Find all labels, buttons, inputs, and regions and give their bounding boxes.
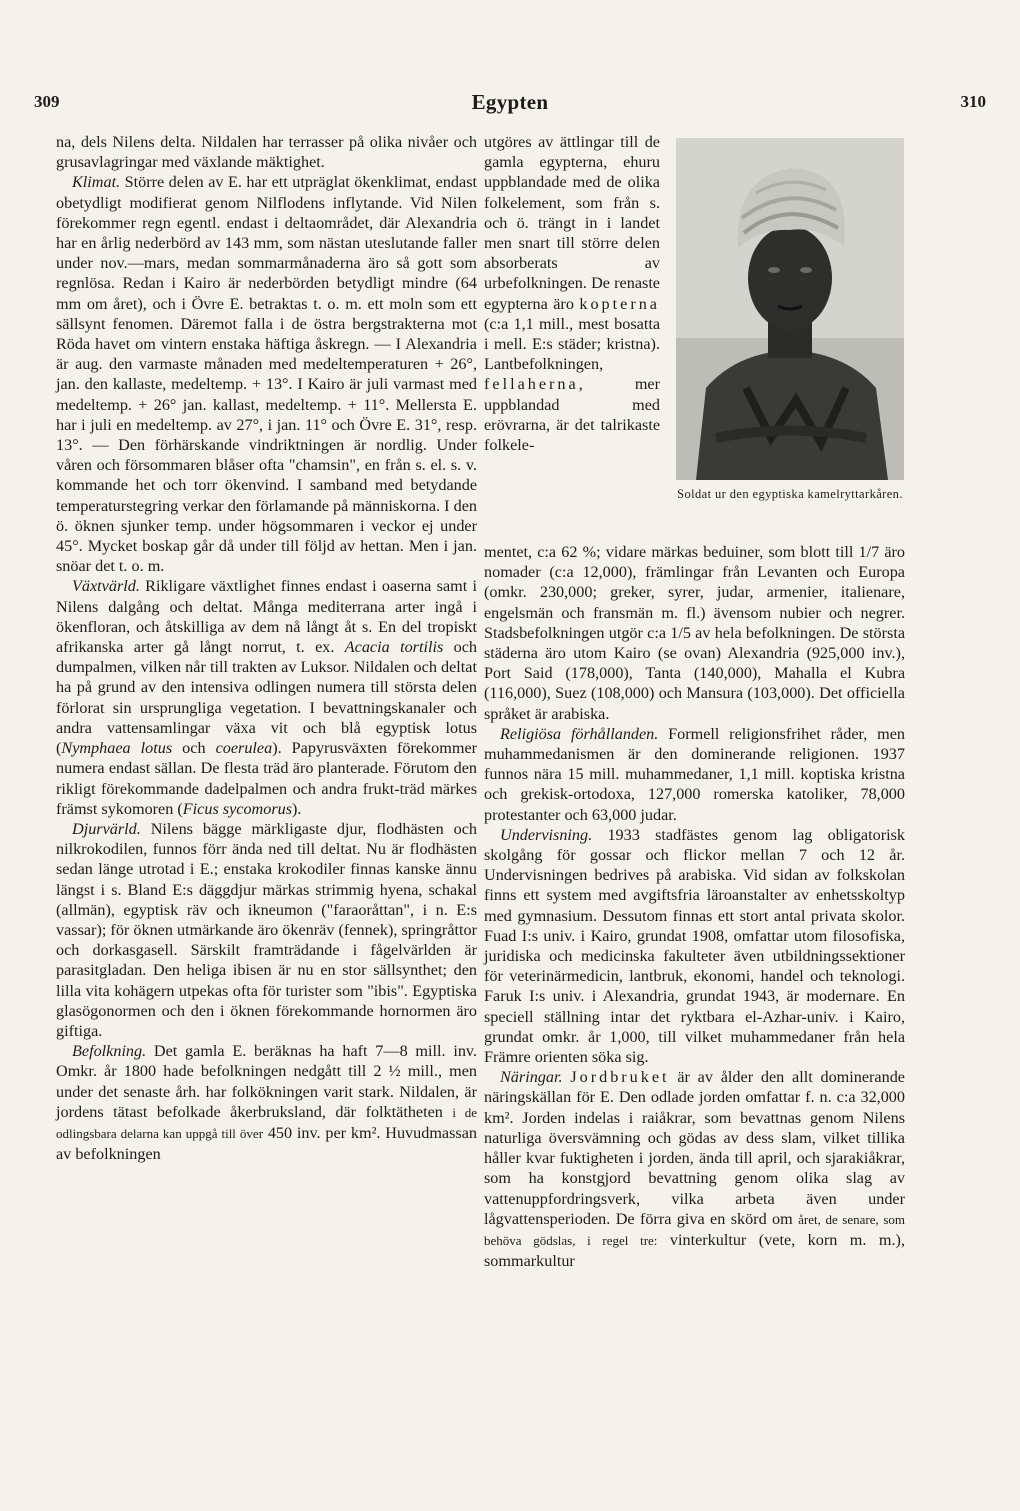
page-header (34, 92, 986, 122)
photo-caption: Soldat ur den egyptiska kamelryttarkåren. (677, 487, 903, 501)
section-heading: Undervisning. (500, 825, 593, 844)
section-heading: Djurvärld. (72, 819, 141, 838)
paragraph-undervisning: Undervisning. 1933 stadfästes genom lag obligatorisk skolgång för gossar och flickor mellan 7 och 12 år. Undervisningen bedrives på arabiska. Vid sidan av folkskolan finns ett system med avgiftsfria läroanstalter av enhetsskoltyp med gymnasium. Dessutom finnas ett stort antal privata skolor. Fuad I:s univ. i Kairo, grundat 1908, omfattar utom filosofiska, juridiska och medicinska fakulteter även utbildningssektioner för veterinärmedicin, lantbruk, ekonomi, handel och teknologi. Faruk I:s univ. i Alexandria, grundat 1943, är modernare. En speciell ställning intar det ryktbara el-Azhar-univ. i Kairo, grundat omkr. år 1,000, till vilket muhammedaner från hela Främre orienten söka sig. (484, 825, 905, 1067)
paragraph-naringar: Näringar. Jordbruket är av ålder den allt dominerande näringskällan för E. Den odlade jorden omfattar f. n. c:a 32,000 km². Jorden indelas i raiåkrar, som bevattnas genom Nilens naturliga översvämning och gödas av dess slam, vilket tillika håller kvar fuktigheten i jorden, ända till april, och sjarakiåkrar, som ha konstgjord bevattning genom olika slag av vattenuppfordringsverk, vilka arbeta även under lågvattensperioden. De förra giva en skörd om året, de senare, som behöva gödslas, i regel tre: vinterkultur (vete, korn m. m.), sommarkultur (484, 1068, 906, 1271)
section-heading: Växtvärld. (72, 577, 140, 596)
page-title: Egypten (471, 90, 549, 114)
page-number-left: 309 (34, 92, 60, 111)
paragraph-befolkning-cont: utgöres av ättlingar till de gamla egypterna, ehuru uppblandade med de olika folkelement, som från s. och ö. trängt in i landet men snart till större delen absorberats av urbefolkningen. De renaste egypterna äro kopterna (c:a 1,1 mill., mest bosatta i mell. E:s städer; kristna). Lantbefolkningen, fellaherna, mer uppblandad med erövrarna, är det talrikaste folkele- (484, 133, 660, 455)
paragraph-befolkning: Befolkning. Det gamla E. beräknas ha haft 7—8 mill. inv. Omkr. år 1800 hade befolkningen nedgått till 2 ½ mill., men under det senaste årh. har folkökningen varit stark. Nildalen, är jordens tätast befolkade åkerbruksland, där folktätheten i de odlingsbara delarna kan uppgå till över 450 inv. per km². Huvudmassan av befolkningen (56, 1042, 477, 1164)
paragraph-befolkning-end: mentet, c:a 62 %; vidare märkas beduiner, som blott till 1/7 äro nomader (c:a 12,000), främlingar från Levanten och Europa (omkr. 230,000; greker, syrer, judar, armenier, italienare, engelsmän och fransmän m. fl.) ävensom nubier och negrer. Stadsbefolkningen utgör c:a 1/5 av hela befolkningen. De största städerna äro utom Kairo (se ovan) Alexandria (925,000 inv.), Port Said (178,000), Tanta (140,000), Mahalla el Kubra (116,000), Suez (108,000) och Mansura (103,000). Det officiella språket är arabiska. (484, 543, 905, 723)
left-column (56, 132, 477, 1164)
soldier-photo (676, 138, 904, 480)
section-heading: Näringar. (500, 1068, 563, 1087)
paragraph-religion: Religiösa förhållanden. Formell religionsfrihet råder, men muhammedanismen är den dominerande religionen. 1937 funnos nära 15 mill. muhammedaner, 1,1 mill. koptiska kristna och grekisk-ortodoxa, 127,000 romerska katoliker, 78,000 protestanter och 63,000 judar. (484, 724, 905, 824)
paragraph-djurvarld: Djurvärld. Nilens bägge märkligaste djur, flodhästen och nilkrokodilen, funnos förr ända ned till deltat. Nu är flodhästen sedan länge utrotad i E.; enstaka krokodiler finnas kanske ännu längst i s. Bland E:s däggdjur märkas strimmig hyena, schakal (allmän), egyptisk räv och ikneumon ("faraoråttan", i n. E:s vassar); för öknen utmärkande äro ökenräv (fennek), springråttor och dorkasgasell. Särskilt framträdande i fågelvärlden är parasitgladan. Den heliga ibisen är nu en stor sällsynthet; den lilla vita kohägern utpekas ofta för turister som "ibis". Egyptiska glasögonormen och den i öknen förekommande hornormen äro giftiga. (56, 819, 477, 1040)
section-heading: Klimat. (72, 173, 121, 192)
soldier-portrait-image (676, 138, 904, 480)
paragraph-intro: na, dels Nilens delta. Nildalen har terrasser på olika nivåer och grusavlagringar med växlande mäktighet. (56, 133, 477, 172)
paragraph-klimat: Klimat. Större delen av E. har ett utpräglat ökenklimat, endast obetydligt modifierat genom Nilflodens inflytande. Vid Nilen förekommer regn egentl. endast i deltaområdet, där Alexandria har en årlig nederbörd av 143 mm, som nästan uteslutande faller under nov.—mars, medan sommarmånaderna äro så gott som regnlösa. Redan i Kairo är nederbörden betydligt mindre (64 mm om året), och i Övre E. betraktas t. o. m. ett moln som ett sällsynt fenomen. Däremot falla i de östra bergstrakterna mot Röda havet om vintern enstaka häftiga åskregn. — I Alexandria är aug. den varmaste månaden med medeltemperaturen + 26°, jan. den kallaste, medeltemp. + 13°. I Kairo är juli varmast med medeltemp. + 26° jan. kallast, medeltemp. + 11°. Mellersta E. har i juli en medeltemp. av 27°, i jan. 11° och Övre E. 31°, resp. 13°. — Den förhärskande vindriktningen är nordlig. Under våren och försommaren blåser ofta "chamsin", en från s. el. s. v. kommande het och torr ökenvind. I samband med betydande temperaturstegring verkar den förlamande på människorna. I den ö. öknen sjunker temp. under högsommaren i veckor ej under 45°. Mycket boskap går då under till följd av hettan. Men i jan. snöar det t. o. m. (56, 173, 477, 576)
section-heading: Befolkning. (72, 1042, 147, 1061)
section-heading: Religiösa förhållanden. (500, 724, 659, 743)
right-column (484, 542, 905, 1271)
page-number-right: 310 (960, 92, 986, 111)
paragraph-vaxtvarld: Växtvärld. Rikligare växtlighet finnes endast i oaserna samt i Nilens dalgång och deltat. Många mediterrana arter ingå i ökenfloran, och åtskilliga av dem nå långt åt s. En del tropiskt afrikanska arter gå långt norrut, t. ex. Acacia tortilis och dumpalmen, vilken når till trakten av Luksor. Nildalen och deltat ha på grund av den intensiva odlingen numera till största delen förlorat sin ursprungliga vegetation. I bevattningskanaler och andra vattensamlingar växa vit och blå egyptisk lotus (Nymphaea lotus och coerulea). Papyrusväxten förekommer numera endast sällan. De flesta träd äro planterade. Förutom den rikligt förekommande dadelpalmen och andra frukt-träd märkes främst sykomoren (Ficus sycomorus). (56, 577, 478, 818)
right-column-top (484, 132, 660, 455)
